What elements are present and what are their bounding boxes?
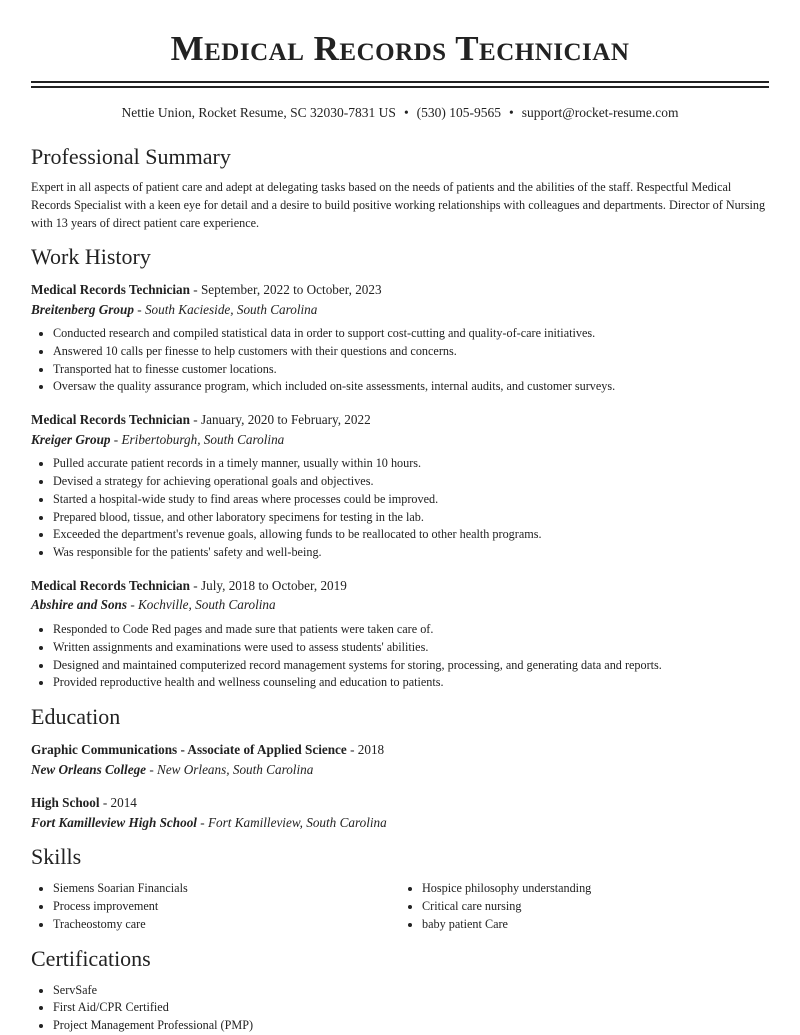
school-line xyxy=(31,760,769,780)
job-bullet: • Designed and maintained computerized record management systems for storing, processing, and generating data and reports. xyxy=(53,657,769,675)
skills-list-right xyxy=(400,880,769,933)
contact-line xyxy=(0,104,800,122)
job-title-line xyxy=(31,280,769,300)
certification-item: • ServSafe xyxy=(53,982,769,1000)
skills-list-left xyxy=(31,880,400,933)
school-line xyxy=(31,813,769,833)
job-dates: - September, 2022 to October, 2023 xyxy=(189,282,382,297)
summary-section xyxy=(31,140,769,232)
summary-text: Expert in all aspects of patient care and adept at delegating tasks based on the needs of patients and the abilities of the staff. Respectful Medical Records Specialist with a keen eye for detail and a desire to build positive working relationships with colleagues and departments. Director of Nursing with 13 years of direct patient care experience. xyxy=(31,180,766,230)
job-bullets xyxy=(31,621,769,692)
school-location: - New Orleans, South Carolina xyxy=(146,761,314,777)
job-bullet: • Started a hospital-wide study to find areas where processes could be improved. xyxy=(53,491,769,509)
job-bullet: • Transported hat to finesse customer locations. xyxy=(53,361,769,379)
resume-title: Medical Records Technician xyxy=(170,29,630,68)
job-title: Medical Records Technician xyxy=(31,412,190,428)
school-name: New Orleans College xyxy=(31,761,147,777)
school-name: Fort Kamilleview High School xyxy=(31,814,197,830)
job-dates: - July, 2018 to October, 2019 xyxy=(189,577,347,593)
job-bullet: • Oversaw the quality assurance program, which included on-site assessments, internal audits, and customer surveys. xyxy=(53,378,769,396)
job-entry xyxy=(31,576,769,692)
job-entry xyxy=(31,410,769,562)
section-heading-summary: Professional Summary xyxy=(31,144,231,169)
skills-columns xyxy=(31,880,769,933)
job-bullet: • Exceeded the department's revenue goals, allowing funds to be reallocated to other health programs. xyxy=(53,526,769,544)
resume-content xyxy=(31,140,769,1035)
contact-separator: • xyxy=(509,105,514,120)
degree-line xyxy=(31,793,769,813)
employer-location: - Kochville, South Carolina xyxy=(127,597,276,613)
degree-line xyxy=(31,740,769,760)
job-title: Medical Records Technician xyxy=(31,282,190,297)
education-entry xyxy=(31,740,769,779)
certifications-section xyxy=(31,942,769,1035)
employer-name: Abshire and Sons xyxy=(31,597,128,613)
skill-item: • Siemens Soarian Financials xyxy=(53,880,400,898)
skill-item: • Tracheostomy care xyxy=(53,916,400,934)
skill-item: • Process improvement xyxy=(53,898,400,916)
job-bullet: • Responded to Code Red pages and made sure that patients were taken care of. xyxy=(53,621,769,639)
job-bullet: • Pulled accurate patient records in a timely manner, usually within 10 hours. xyxy=(53,455,769,473)
section-heading-skills: Skills xyxy=(31,844,82,870)
employer-location: - Eribertoburgh, South Carolina xyxy=(110,431,285,447)
job-bullet: • Written assignments and examinations were used to assess students' abilities. xyxy=(53,639,769,657)
job-title-line xyxy=(31,410,769,430)
contact-phone: (530) 105-9565 xyxy=(416,105,502,120)
work-history-section xyxy=(31,240,769,692)
job-bullets xyxy=(31,455,769,562)
job-bullet: • Conducted research and compiled statistical data in order to support cost-cutting and quality-of-care initiatives. xyxy=(53,325,769,343)
skills-section xyxy=(31,840,769,933)
job-bullet: • Prepared blood, tissue, and other laboratory specimens for testing in the lab. xyxy=(53,509,769,527)
degree-name: Graphic Communications - Associate of Applied Science xyxy=(31,742,347,758)
section-heading-certifications: Certifications xyxy=(31,945,151,971)
contact-address: Nettie Union, Rocket Resume, SC 32030-7831 US xyxy=(121,105,396,120)
degree-year: - 2014 xyxy=(99,795,137,811)
job-title: Medical Records Technician xyxy=(31,577,190,593)
skill-item: • Hospice philosophy understanding xyxy=(422,880,769,898)
job-dates: - January, 2020 to February, 2022 xyxy=(189,412,371,428)
certification-item: • Project Management Professional (PMP) xyxy=(53,1017,769,1035)
employer-line xyxy=(31,300,769,320)
section-heading-education: Education xyxy=(31,704,121,730)
school-location: - Fort Kamilleview, South Carolina xyxy=(196,814,387,830)
employer-name: Kreiger Group xyxy=(31,431,111,447)
job-bullet: • Answered 10 calls per finesse to help customers with their questions and concerns. xyxy=(53,343,769,361)
education-entry xyxy=(31,793,769,832)
job-bullet: • Devised a strategy for achieving operational goals and objectives. xyxy=(53,473,769,491)
header-rule-top xyxy=(31,81,769,83)
employer-location: - South Kacieside, South Carolina xyxy=(133,301,318,317)
job-bullet: • Was responsible for the patients' safety and well-being. xyxy=(53,544,769,562)
degree-year: - 2018 xyxy=(346,742,385,758)
skill-item: • Critical care nursing xyxy=(422,898,769,916)
employer-name: Breitenberg Group xyxy=(31,301,134,317)
header-rule-bottom xyxy=(31,86,769,88)
contact-separator: • xyxy=(403,105,409,120)
job-title-line xyxy=(31,576,769,596)
job-bullet: • Provided reproductive health and wellness counseling and education to patients. xyxy=(53,674,769,692)
education-section xyxy=(31,700,769,832)
skill-item: • baby patient Care xyxy=(422,916,769,934)
employer-line xyxy=(31,430,769,450)
job-entry xyxy=(31,280,769,396)
contact-email: support@rocket-resume.com xyxy=(521,105,679,120)
certification-item: • First Aid/CPR Certified xyxy=(53,999,769,1017)
certifications-list xyxy=(31,982,769,1035)
section-heading-work: Work History xyxy=(31,244,151,269)
degree-name: High School xyxy=(31,795,100,811)
job-bullets xyxy=(31,325,769,396)
employer-line xyxy=(31,595,769,615)
